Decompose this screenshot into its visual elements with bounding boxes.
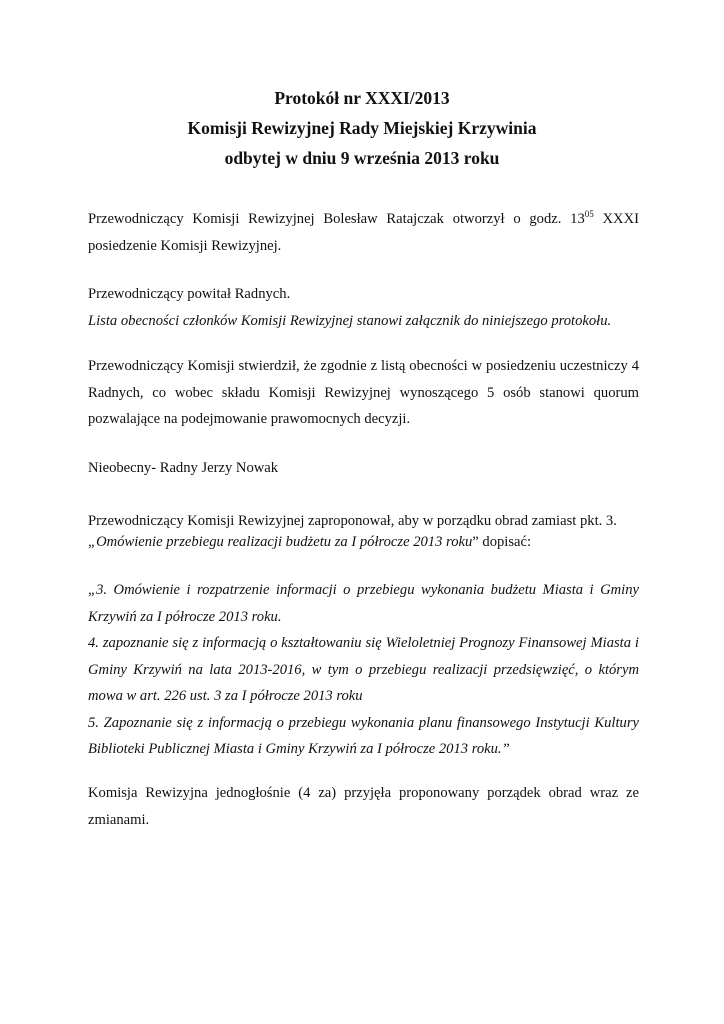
quoted-item-4-line-2: Gminy Krzywiń na lata 2013-2016, w tym o przebiegu realizacji przedsięwzięć, o którym xyxy=(88,661,639,678)
quoted-agenda-items xyxy=(88,577,639,763)
paragraph-opening xyxy=(88,206,639,259)
opening-time-minutes: 05 xyxy=(584,209,594,220)
paragraph-resolution xyxy=(88,780,639,833)
quoted-item-4-line-1: 4. zapoznanie się z informacją o kształtowaniu się Wieloletniej Prognozy Finansowej Miasta i xyxy=(88,635,639,651)
quoted-item-5-line-1: 5. Zapoznanie się z informacją o przebiegu wykonania planu finansowego Instytucji Kultury xyxy=(88,714,639,731)
quorum-line-2: Radnych, co wobec składu Komisji Rewizyjnej wynoszącego 5 osób stanowi quorum xyxy=(88,384,639,401)
resolution-line-2: zmianami. xyxy=(88,811,150,828)
quoted-item-3-line-2: Krzywiń za I półrocze 2013 roku. xyxy=(88,608,282,625)
document-title: Protokół nr XXXI/2013 xyxy=(274,88,450,108)
quorum-line-3: pozwalające na podejmowanie prawomocnych decyzji. xyxy=(88,411,411,427)
quorum-line-1: Przewodniczący Komisji stwierdził, że zgodnie z listą obecności w posiedzeniu uczestniczy 4 xyxy=(88,358,639,374)
agenda-proposal-line-1: Przewodniczący Komisji Rewizyjnej zaproponował, aby w porządku obrad zamiast pkt. 3. xyxy=(88,513,617,529)
agenda-proposal-tail: ” dopisać: xyxy=(472,533,532,550)
greeting-text: Przewodniczący powitał Radnych. xyxy=(88,286,291,302)
quoted-item-5-line-2: Biblioteki Publicznej Miasta i Gminy Krzywiń za I półrocze 2013 roku.” xyxy=(88,741,510,757)
absent-member: Nieobecny- Radny Jerzy Nowak xyxy=(88,460,279,476)
document-subtitle-date: odbytej w dniu 9 września 2013 roku xyxy=(224,148,500,168)
paragraph-opening-line-2: posiedzenie Komisji Rewizyjnej. xyxy=(88,237,282,254)
paragraph-opening-line-1 xyxy=(88,206,639,233)
paragraph-greeting xyxy=(88,281,639,334)
opening-text: Przewodniczący Komisji Rewizyjnej Bolesław Ratajczak otworzył o godz. 13 xyxy=(88,211,585,227)
paragraph-agenda-proposal xyxy=(88,508,639,555)
document-subtitle-committee: Komisji Rewizyjnej Rady Miejskiej Krzywinia xyxy=(187,118,537,138)
resolution-line-1: Komisja Rewizyjna jednogłośnie (4 za) przyjęła proponowany porządek obrad wraz ze xyxy=(88,785,639,801)
opening-session-number: XXXI xyxy=(593,211,639,227)
paragraph-absent xyxy=(88,455,639,482)
quoted-item-3-line-1: „3. Omówienie i rozpatrzenie informacji o przebiegu wykonania budżetu Miasta i Gminy xyxy=(88,582,639,598)
quoted-item-4-line-3: mowa w art. 226 ust. 3 za I półrocze 2013 roku xyxy=(88,688,363,704)
paragraph-quorum xyxy=(88,353,639,433)
attendance-note: Lista obecności członków Komisji Rewizyjnej stanowi załącznik do niniejszego protokołu. xyxy=(88,312,612,329)
agenda-item-original: „Omówienie przebiegu realizacji budżetu za I półrocze 2013 roku xyxy=(88,533,473,550)
